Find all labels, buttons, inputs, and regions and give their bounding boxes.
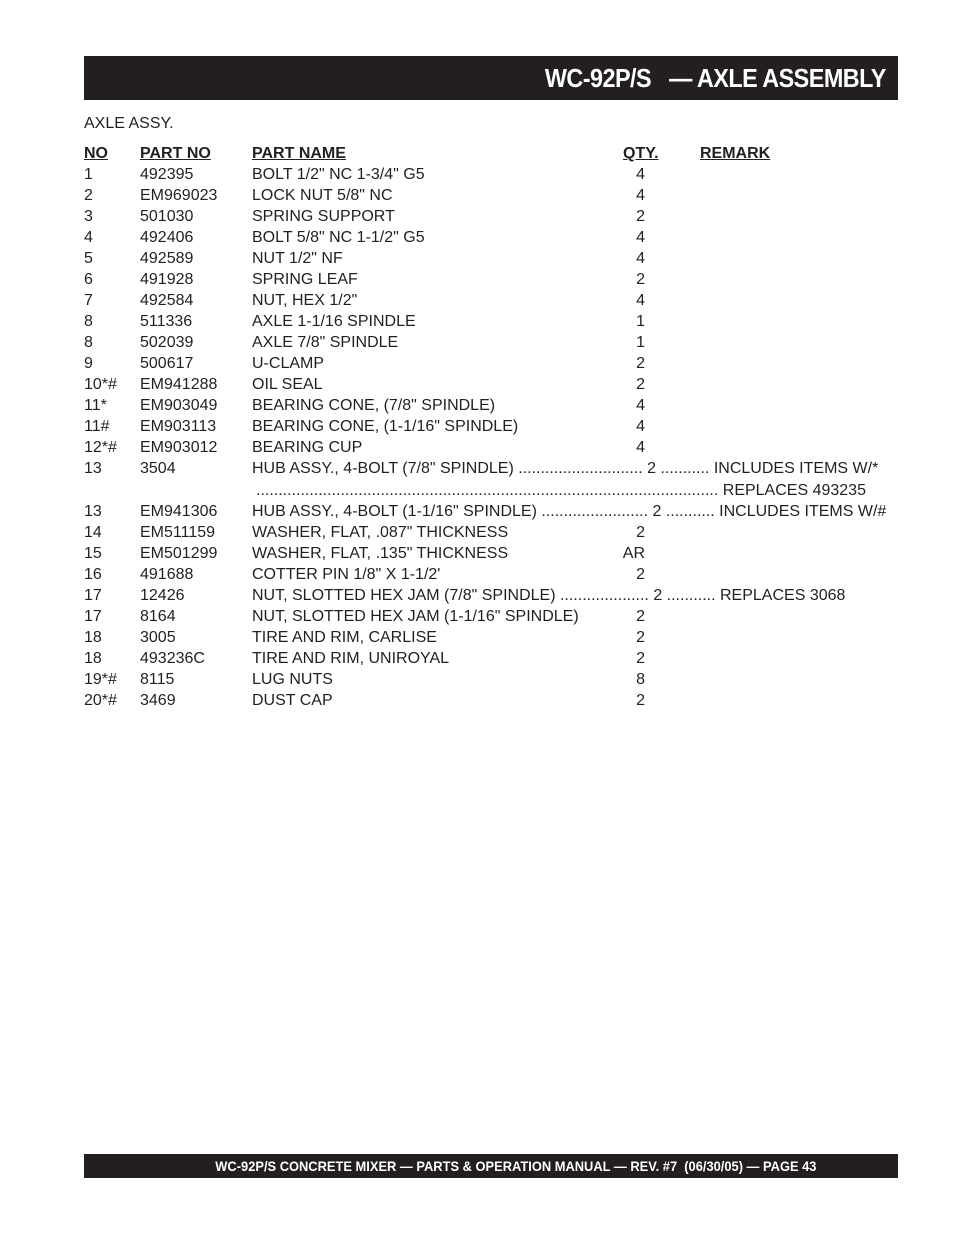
item-no: 4 [84,229,93,246]
part-no: EM941288 [140,376,218,393]
table-row [0,354,954,375]
part-no: 8164 [140,608,176,625]
qty: 4 [636,229,645,246]
table-row [0,186,954,207]
table-header-row [0,144,954,165]
page-title: WC-92P/S — AXLE ASSEMBLY [545,62,886,93]
part-no: 3005 [140,629,176,646]
part-name: U-CLAMP [252,355,325,372]
part-no: 493236C [140,650,205,667]
item-no: 18 [84,650,102,667]
column-header-qty: QTY. [623,145,659,162]
table-row [0,270,954,291]
part-name: LOCK NUT 5/8" NC [252,187,393,204]
part-name: COTTER PIN 1/8" X 1-1/2' [252,566,441,583]
part-no: EM941306 [140,503,218,520]
part-name: NUT 1/2" NF [252,250,343,267]
part-name: NUT, SLOTTED HEX JAM (7/8" SPINDLE) .................... 2 ........... REPLACES 3068 [252,587,846,604]
part-name: DUST CAP [252,692,333,709]
column-header-no: NO [84,145,108,162]
part-name: NUT, HEX 1/2" [252,292,358,309]
item-no: 6 [84,271,93,288]
page-title-bar [84,56,898,100]
item-no: 20*# [84,692,117,709]
table-row [0,607,954,628]
table-row [0,396,954,417]
part-name: AXLE 1-1/16 SPINDLE [252,313,416,330]
remark-continuation: ........................................................................................................ REPLACES 493235 [256,482,866,499]
qty: 2 [636,650,645,667]
part-no: 12426 [140,587,185,604]
part-no: 492395 [140,166,194,183]
qty: 1 [636,334,645,351]
item-no: 1 [84,166,93,183]
qty: 2 [636,629,645,646]
column-header-remark: REMARK [700,145,771,162]
table-row [0,207,954,228]
item-no: 16 [84,566,102,583]
item-no: 10*# [84,376,117,393]
table-row [0,544,954,565]
item-no: 8 [84,334,93,351]
part-no: 500617 [140,355,194,372]
footer-bar [84,1154,898,1178]
item-no: 9 [84,355,93,372]
part-name: TIRE AND RIM, UNIROYAL [252,650,450,667]
column-header-part-name: PART NAME [252,145,346,162]
qty: 8 [636,671,645,688]
item-no: 11* [84,397,107,414]
table-row [0,249,954,270]
qty: 2 [636,208,645,225]
part-name: SPRING LEAF [252,271,358,288]
qty: 4 [636,166,645,183]
column-header-part-no: PART NO [140,145,211,162]
qty: 2 [636,271,645,288]
item-no: 2 [84,187,93,204]
item-no: 3 [84,208,93,225]
part-no: 8115 [140,671,175,688]
item-no: 14 [84,524,102,541]
qty: 4 [636,250,645,267]
table-row [0,228,954,249]
table-row [0,586,954,607]
part-name: AXLE 7/8" SPINDLE [252,334,399,351]
item-no: 17 [84,587,102,604]
part-name: TIRE AND RIM, CARLISE [252,629,437,646]
item-no: 17 [84,608,102,625]
parts-table [0,144,954,712]
table-row [0,165,954,186]
part-no: EM501299 [140,545,218,562]
item-no: 18 [84,629,102,646]
part-name: BEARING CUP [252,439,363,456]
qty: 4 [636,439,645,456]
part-no: 3469 [140,692,176,709]
part-no: 502039 [140,334,194,351]
section-label: AXLE ASSY. [84,115,174,132]
part-name: LUG NUTS [252,671,333,688]
part-name: HUB ASSY., 4-BOLT (1-1/16" SPINDLE) ........................ 2 ........... INCLUDES ITEMS W/# [252,503,887,520]
item-no: 8 [84,313,93,330]
part-name: BEARING CONE, (7/8" SPINDLE) [252,397,496,414]
table-row [0,649,954,670]
part-no: EM969023 [140,187,218,204]
qty: 4 [636,187,645,204]
footer-text: WC-92P/S CONCRETE MIXER — PARTS & OPERATION MANUAL — REV. #7 (06/30/05) — PAGE 43 [214,1158,816,1174]
table-body [0,165,954,712]
part-no: EM903012 [140,439,218,456]
part-name: BOLT 5/8" NC 1-1/2" G5 [252,229,425,246]
item-no: 5 [84,250,93,267]
part-no: 492589 [140,250,194,267]
qty: 4 [636,292,645,309]
table-row [0,670,954,691]
qty: 1 [636,313,645,330]
table-row [0,691,954,712]
part-no: EM511159 [140,524,216,541]
table-row [0,417,954,438]
table-row [0,628,954,649]
part-no: 491688 [140,566,194,583]
part-name: WASHER, FLAT, .135" THICKNESS [252,545,509,562]
table-row [0,333,954,354]
part-no: 492584 [140,292,194,309]
item-no: 13 [84,503,102,520]
qty: 4 [636,418,645,435]
item-no: 7 [84,292,93,309]
part-name: BEARING CONE, (1-1/16" SPINDLE) [252,418,519,435]
item-no: 12*# [84,439,117,456]
part-no: 501030 [140,208,194,225]
part-no: 3504 [140,460,176,477]
part-name: WASHER, FLAT, .087" THICKNESS [252,524,509,541]
qty: 2 [636,692,645,709]
item-no: 19*# [84,671,117,688]
table-row [0,523,954,544]
table-row [0,375,954,396]
part-name: HUB ASSY., 4-BOLT (7/8" SPINDLE) ............................ 2 ........... INCLUDES ITEMS W/* [252,460,879,477]
item-no: 11# [84,418,110,435]
qty: 2 [636,566,645,583]
qty: 2 [636,524,645,541]
table-row [0,291,954,312]
table-row [0,565,954,586]
part-no: EM903049 [140,397,218,414]
qty: 2 [636,608,645,625]
table-row [0,459,954,502]
part-name: BOLT 1/2" NC 1-3/4" G5 [252,166,425,183]
part-no: 491928 [140,271,194,288]
item-no: 13 [84,460,102,477]
qty: 4 [636,397,645,414]
part-no: 511336 [140,313,193,330]
table-row [0,312,954,333]
qty: 2 [636,376,645,393]
qty: AR [622,545,645,562]
part-no: EM903113 [140,418,217,435]
part-no: 492406 [140,229,194,246]
item-no: 15 [84,545,102,562]
table-row [0,438,954,459]
qty: 2 [636,355,645,372]
table-row [0,502,954,523]
part-name: OIL SEAL [252,376,323,393]
part-name: SPRING SUPPORT [252,208,395,225]
part-name: NUT, SLOTTED HEX JAM (1-1/16" SPINDLE) [252,608,579,625]
